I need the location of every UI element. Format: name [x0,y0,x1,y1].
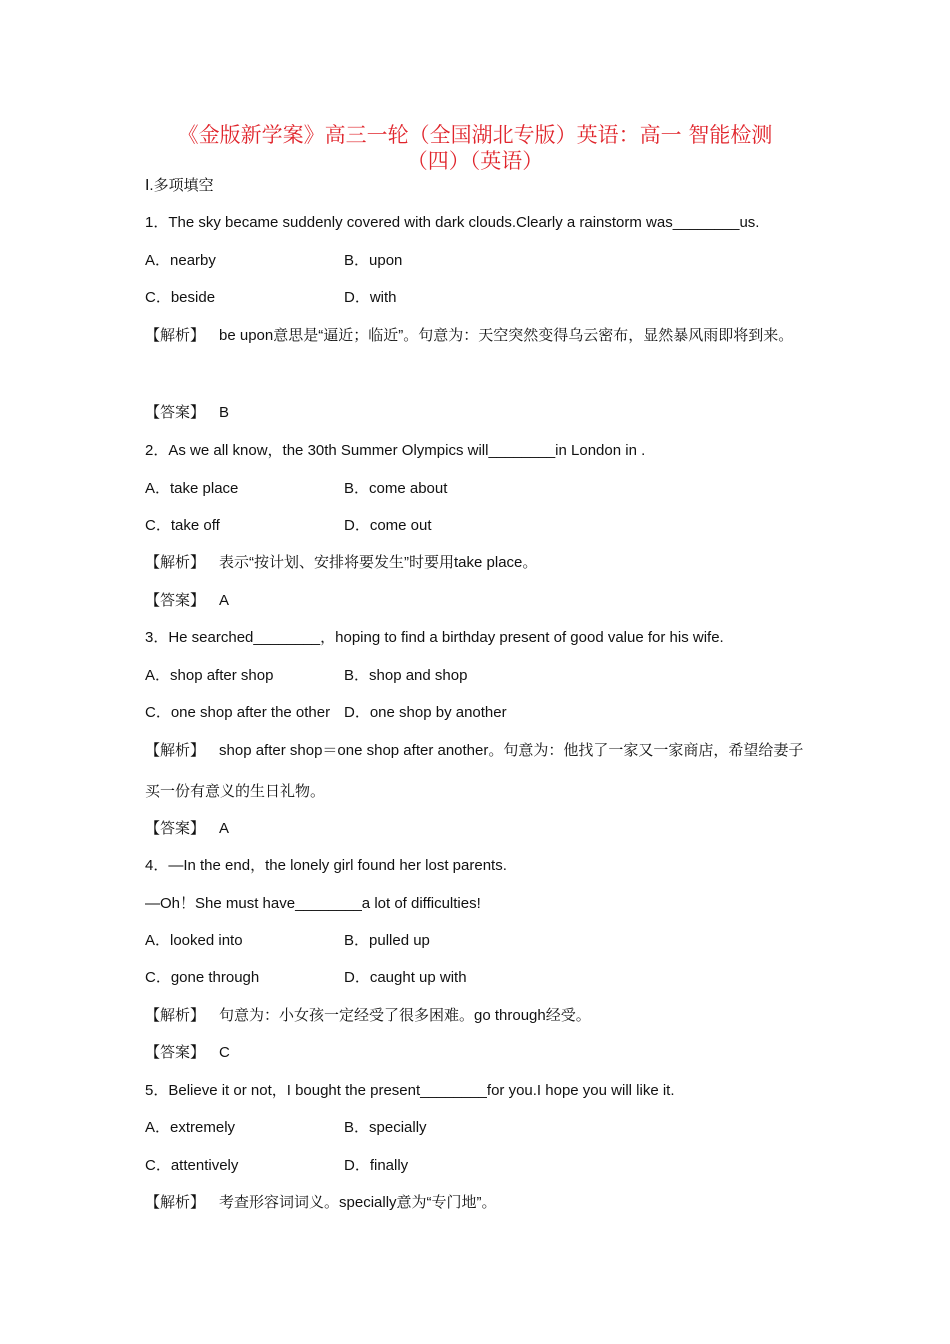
q1-option-c: C．beside [145,289,216,306]
q5-stem: 5．Believe it or not，I bought the present________for you.I hope you will like it. [145,1082,675,1099]
answer-tag: 【答案】 [145,592,206,609]
q2-stem: 2．As we all know，the 30th Summer Olympics will________in London in . [145,442,646,459]
q3-option-d: D．one shop by another [344,704,507,721]
q1-answer [145,403,229,423]
q3-option-a: A．shop after shop [145,667,274,684]
q2-answer-value: A [219,592,230,609]
q3-answer [145,819,229,839]
q1-option-d: D．with [344,289,397,306]
q4-option-b: B．pulled up [344,932,430,949]
q1-option-a: A．nearby [145,252,216,269]
q5-option-b: B．specially [344,1119,427,1136]
q4-stem: 4．—In the end，the lonely girl found her lost parents. [145,857,507,874]
answer-tag: 【答案】 [145,1044,206,1061]
q3-analysis-text: shop after shop＝one shop after another。句意为：他找了一家又一家商店，希望给妻子买一份有意义的生日礼物。 [145,742,804,800]
q1-answer-value: B [219,404,230,421]
q1-analysis-text: be upon意思是“逼近；临近”。句意为：天空突然变得乌云密布，显然暴风雨即将到来。 [219,327,794,344]
title-line-1: 《金版新学案》高三一轮（全国湖北专版）英语：高一 智能检测 [177,123,773,147]
q3-option-c: C．one shop after the other [145,704,331,721]
q3-answer-value: A [219,820,230,837]
analysis-tag: 【解析】 [145,742,206,759]
q2-option-c: C．take off [145,517,220,534]
section-heading: Ⅰ.多项填空 [145,177,214,194]
q2-analysis [145,553,537,573]
q2-option-b: B．come about [344,480,448,497]
analysis-tag: 【解析】 [145,1194,206,1211]
q3-option-b: B．shop and shop [344,667,468,684]
q4-answer [145,1043,230,1063]
analysis-tag: 【解析】 [145,327,206,344]
q4-option-d: D．caught up with [344,969,467,986]
answer-tag: 【答案】 [145,820,206,837]
q2-analysis-text: 表示“按计划、安排将要发生”时要用take place。 [219,554,538,571]
q3-stem: 3．He searched________，hoping to find a birthday present of good value for his wife. [145,629,724,646]
q5-option-a: A．extremely [145,1119,236,1136]
q2-option-a: A．take place [145,480,239,497]
q2-answer [145,591,229,611]
answer-tag: 【答案】 [145,404,206,421]
q5-analysis-text: 考查形容词词义。specially意为“专门地”。 [219,1194,497,1211]
q4-stem-reply: —Oh！She must have________a lot of difficulties! [145,895,481,912]
q1-option-b: B．upon [344,252,403,269]
q4-answer-value: C [219,1044,230,1061]
q4-analysis-text: 句意为：小女孩一定经受了很多困难。go through经受。 [219,1007,591,1024]
q4-option-a: A．looked into [145,932,243,949]
q3-analysis [145,730,807,812]
analysis-tag: 【解析】 [145,554,206,571]
analysis-tag: 【解析】 [145,1007,206,1024]
q2-option-d: D．come out [344,517,432,534]
q5-analysis [145,1193,497,1213]
q5-option-d: D．finally [344,1157,409,1174]
q4-option-c: C．gone through [145,969,260,986]
q5-option-c: C．attentively [145,1157,239,1174]
q4-analysis [145,1006,591,1026]
q1-analysis [145,315,807,356]
title-line-2: （四）（英语） [406,149,544,173]
document-title [145,122,805,174]
q1-stem: 1．The sky became suddenly covered with dark clouds.Clearly a rainstorm was________us. [145,214,760,231]
